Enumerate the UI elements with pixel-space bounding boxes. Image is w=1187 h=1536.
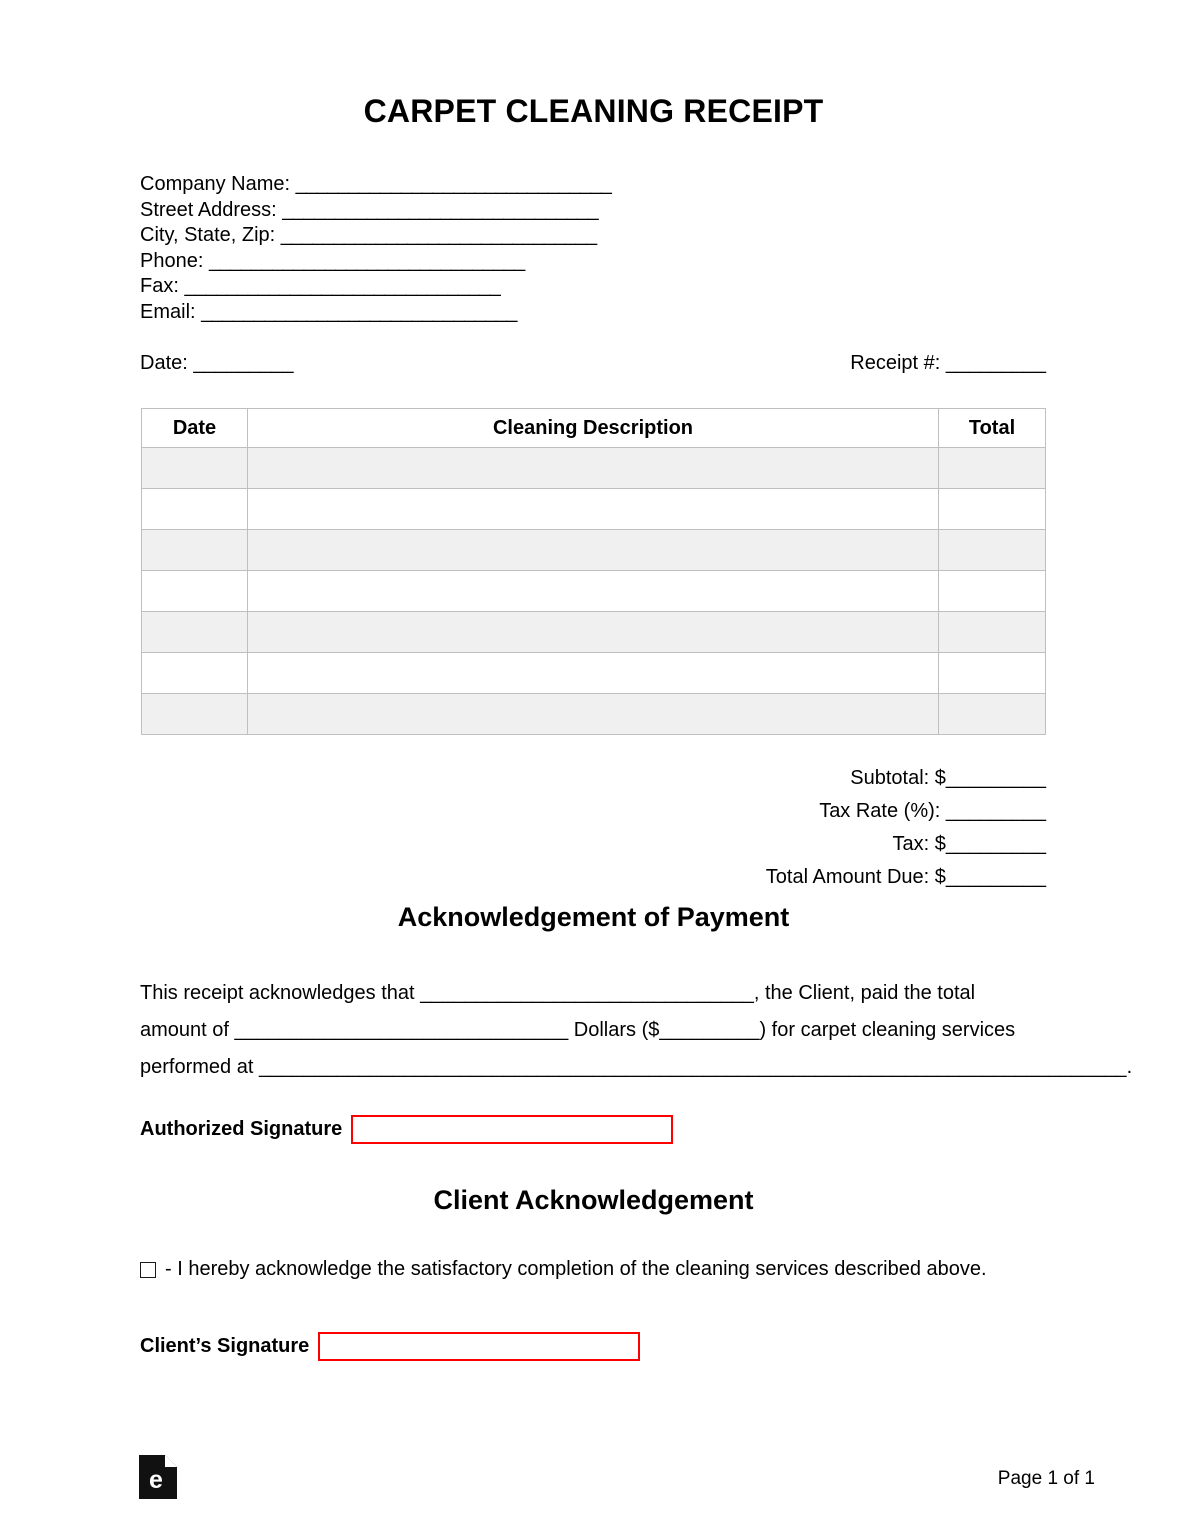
receipt-number-blank: _________ [945,352,1046,374]
table-row[interactable] [142,612,1046,653]
cleaning-line-items-table [141,408,1046,735]
cell-description[interactable] [248,571,939,612]
table-row[interactable] [142,448,1046,489]
client-acknowledgement-statement: - I hereby acknowledge the satisfactory completion of the cleaning services described above. [165,1258,987,1280]
fax-field[interactable] [140,274,611,300]
ack-line-1-pre: This receipt acknowledges that [140,982,421,1004]
cell-description[interactable] [248,448,939,489]
company-name-field[interactable] [140,172,611,198]
email-blank: ______________________________ [201,300,517,323]
ack-line-2[interactable] [140,1012,1050,1049]
tax-rate-field[interactable]: Tax Rate (%): _________ [819,800,1046,822]
ack-amount-numeric-blank: _________ [659,1019,760,1041]
company-name-blank: ______________________________ [295,173,612,195]
table-row[interactable] [142,694,1046,735]
table-row[interactable] [142,489,1046,530]
date-field[interactable] [140,352,293,375]
cell-description[interactable] [248,489,939,530]
column-header-date: Date [142,409,248,448]
ack-line-3-post: . [1126,1056,1133,1078]
eforms-document-icon [139,1455,177,1499]
totals-block [766,762,1046,894]
table-row[interactable] [142,530,1046,571]
cell-total[interactable] [939,489,1046,530]
cell-date[interactable] [142,653,248,694]
date-blank: _________ [193,352,294,374]
city-state-zip-label: City, State, Zip: [140,224,281,246]
cell-date[interactable] [142,530,248,571]
ack-line-2-mid: Dollars ($ [568,1019,660,1041]
table-row[interactable] [142,571,1046,612]
client-acknowledgement-checkbox-row[interactable] [140,1258,987,1281]
email-field[interactable] [140,300,611,326]
table-header-row [142,409,1046,448]
street-address-field[interactable] [140,198,611,224]
page-title: CARPET CLEANING RECEIPT [363,93,824,129]
street-address-label: Street Address: [140,198,283,221]
ack-line-1-post: , the Client, paid the total [753,982,976,1004]
cell-total[interactable] [939,694,1046,735]
cell-total[interactable] [939,448,1046,489]
phone-blank: ______________________________ [208,249,525,272]
phone-field[interactable] [140,249,611,275]
client-signature-input[interactable] [318,1332,640,1361]
ack-line-2-pre: amount of [140,1019,235,1041]
authorized-signature-label: Authorized Signature [140,1118,343,1140]
cell-description[interactable] [248,694,939,735]
cell-date[interactable] [142,448,248,489]
acknowledgement-of-payment-heading: Acknowledgement of Payment [397,902,790,932]
eforms-logo-letter: e [149,1466,163,1494]
client-signature-row [140,1332,640,1361]
cell-date[interactable] [142,489,248,530]
email-label: Email: [140,300,202,323]
cell-description[interactable] [248,530,939,571]
cell-date[interactable] [142,694,248,735]
ack-client-name-blank: ______________________________ [420,982,754,1004]
page-number: Page 1 of 1 [997,1468,1095,1489]
cell-description[interactable] [248,612,939,653]
cell-date[interactable] [142,571,248,612]
receipt-number-field[interactable] [850,352,1046,375]
acknowledgement-of-payment-paragraph [140,975,1133,1086]
ack-location-blank: ______________________________________________________________________________ [258,1056,1127,1078]
company-name-label: Company Name: [140,173,296,195]
authorized-signature-input[interactable] [351,1115,673,1144]
subtotal-field[interactable]: Subtotal: $_________ [850,767,1046,789]
phone-label: Phone: [140,249,209,272]
cell-total[interactable] [939,530,1046,571]
authorized-signature-row [140,1115,673,1144]
column-header-cleaning-description: Cleaning Description [248,409,939,448]
ack-line-3[interactable] [140,1049,1133,1086]
total-amount-due-field[interactable]: Total Amount Due: $_________ [765,866,1046,888]
cell-date[interactable] [142,612,248,653]
street-address-blank: ______________________________ [282,198,598,221]
client-acknowledgement-heading: Client Acknowledgement [433,1185,754,1215]
date-label: Date: [140,352,194,374]
fax-blank: ______________________________ [184,275,501,297]
ack-line-3-pre: performed at [140,1056,259,1078]
tax-field[interactable]: Tax: $_________ [892,833,1046,855]
receipt-number-label: Receipt #: [850,352,946,374]
cell-description[interactable] [248,653,939,694]
cell-total[interactable] [939,571,1046,612]
city-state-zip-blank: ______________________________ [280,224,597,246]
column-header-total: Total [939,409,1046,448]
cell-total[interactable] [939,612,1046,653]
checkbox-icon[interactable] [140,1262,156,1278]
ack-line-1[interactable] [140,975,1050,1012]
client-signature-label: Client’s Signature [140,1335,310,1357]
company-information-block [140,172,611,325]
ack-amount-words-blank: ______________________________ [234,1019,569,1041]
cell-total[interactable] [939,653,1046,694]
table-row[interactable] [142,653,1046,694]
city-state-zip-field[interactable] [140,223,611,249]
ack-line-2-post: ) for carpet cleaning services [759,1019,1016,1041]
fax-label: Fax: [140,275,185,297]
